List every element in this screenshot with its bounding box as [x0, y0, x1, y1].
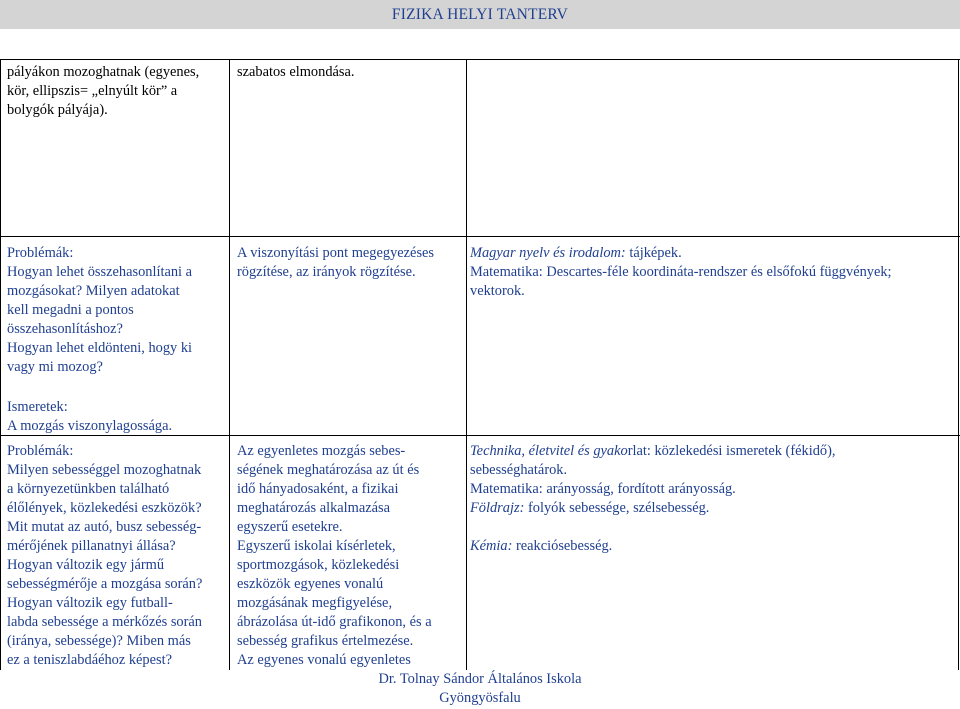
page-footer: [0, 670, 960, 708]
column-divider-1: [229, 59, 230, 670]
column-divider-2: [466, 59, 467, 670]
row2-col2: A viszonyítási pont megegyezéses rögzítése, az irányok rögzítése.: [237, 245, 435, 280]
table-right-border: [958, 59, 959, 670]
row3-col2: Az egyenletes mozgás sebes- ségének meghatározása az út és idő hányadosaként, a fizikai meghatározás alkalmazása egyszerű esetekre. Egyszerű iskolai kísérletek, sportmozgások, közlekedési eszközök egyenes vonalú mozgásának megfigyelése, ábrázolása út-idő grafikonon, és a sebesség grafikus értelmezése. Az egyenes vonalú egyenletes: [237, 443, 432, 668]
problems-heading: Problémák:: [7, 443, 74, 459]
row1-col2: szabatos elmondása.: [237, 64, 355, 80]
footer-location: Gyöngyösfalu: [439, 690, 521, 706]
knowledge-heading: Ismeretek:: [7, 399, 68, 415]
footer-school-name: Dr. Tolnay Sándor Általános Iskola: [378, 671, 582, 687]
header-bar: [0, 0, 960, 29]
row2-col1: Problémák: Hogyan lehet összehasonlítani a mozgásokat? Milyen adatokat kell megadni a pontos összehasonlításhoz? Hogyan lehet eldönteni, hogy ki vagy mi mozog? Ismeretek: A mozgás viszonylagossága.: [7, 244, 225, 436]
table-top-border: [0, 59, 960, 60]
row3-col1: Problémák: Milyen sebességgel mozoghatnak a környezetünkben található élőlények, közlekedési eszközök? Mit mutat az autó, busz sebesség- mérőjének pillanatnyi állása? Hogyan változik egy jármű sebességmérője a mozgása során? Hogyan változik egy futball- labda sebessége a mérkőzés során (iránya, sebessége)? Miben más ez a teniszlabdáéhoz képest?: [7, 442, 225, 670]
row1-col1: pályákon mozoghatnak (egyenes, kör, ellipszis= „elnyúlt kör” a bolygók pályája).: [7, 64, 200, 118]
row3-col3: Technika, életvitel és gyakorlat: közlekedési ismeretek (fékidő), sebességhatárok. Matematika: arányosság, fordított arányosság. Földrajz: folyók sebessége, szélsebesség. Kémia: reakciósebesség.: [470, 443, 836, 554]
problems-heading: Problémák:: [7, 245, 74, 261]
table-left-border: [0, 59, 1, 670]
row2-col3: Magyar nyelv és irodalom: tájképek. Matematika: Descartes-féle koordináta-rendszer és elsőfokú függvények; vektorok.: [470, 245, 892, 299]
row-divider-1: [0, 236, 960, 237]
document-title: FIZIKA HELYI TANTERV: [391, 6, 569, 23]
